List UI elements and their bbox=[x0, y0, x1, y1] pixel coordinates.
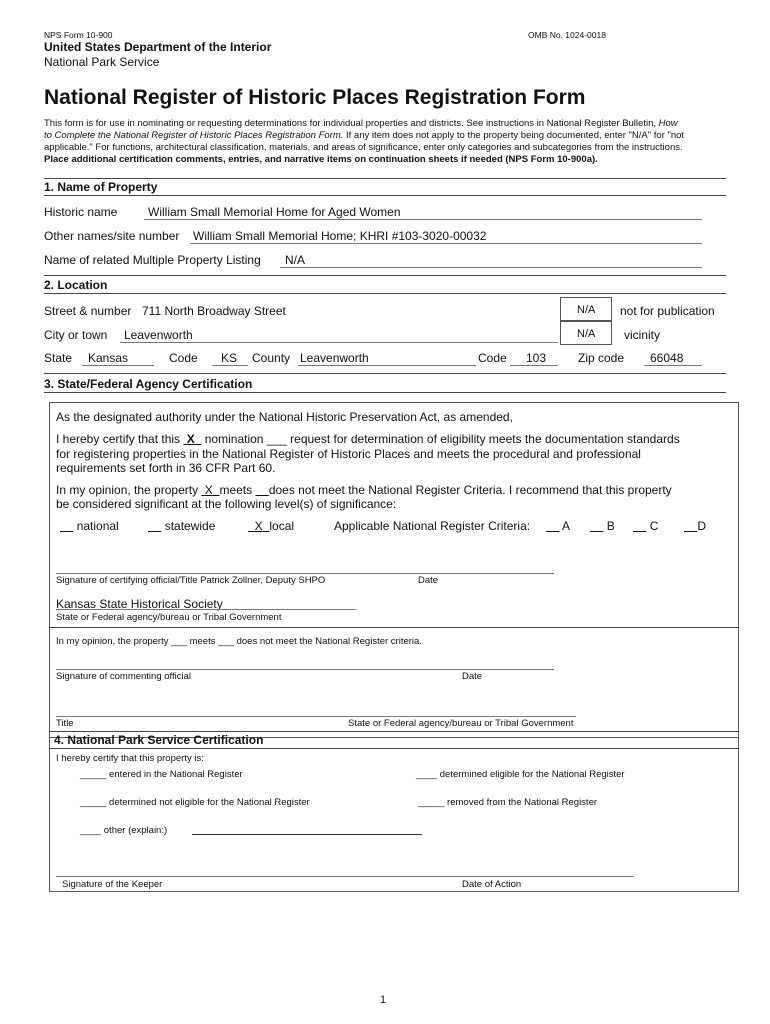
city-label: City or town bbox=[44, 328, 108, 342]
field-underline bbox=[510, 365, 558, 366]
criterion-a[interactable] bbox=[546, 519, 570, 533]
other-names-label: Other names/site number bbox=[44, 229, 180, 243]
divider bbox=[44, 178, 726, 179]
form-title: National Register of Historic Places Registration Form bbox=[44, 86, 586, 109]
divider bbox=[49, 627, 738, 628]
intro-text: This form is for use in nominating or requesting determinations for individual properties and districts. See instructions in National Register Bulletin, bbox=[44, 118, 659, 129]
agency-field[interactable]: Kansas State Historical Society bbox=[56, 597, 223, 611]
level-local[interactable] bbox=[248, 519, 294, 533]
certifying-signature-label: Signature of certifying official/Title Patrick Zollner, Deputy SHPO bbox=[56, 575, 326, 586]
criterion-d-label: D bbox=[697, 519, 707, 533]
meets-check[interactable] bbox=[201, 483, 219, 497]
criteria-label: Applicable National Register Criteria: bbox=[334, 519, 531, 533]
zip-label: Zip code bbox=[578, 351, 625, 365]
criterion-c[interactable] bbox=[633, 519, 658, 533]
criterion-a-label: A bbox=[562, 519, 571, 533]
cert-text: does not meet the National Register Criteria. I recommend that this property bbox=[268, 483, 672, 497]
intro-line-3: applicable." For functions, architectural classification, materials, and areas of significance, enter only categories and subcategories from the instructions. bbox=[44, 142, 683, 153]
title-label: Title bbox=[56, 718, 74, 729]
state-field[interactable]: Kansas bbox=[88, 351, 129, 365]
county-code-field[interactable]: 103 bbox=[526, 351, 547, 365]
multiple-property-label: Name of related Multiple Property Listing bbox=[44, 253, 261, 267]
other-names-field[interactable]: William Small Memorial Home; KHRI #103-3020-00032 bbox=[193, 229, 487, 243]
multiple-property-field[interactable]: N/A bbox=[285, 253, 306, 267]
street-field[interactable]: 711 North Broadway Street bbox=[142, 304, 286, 318]
signature-line bbox=[56, 876, 634, 877]
na-text: N/A bbox=[577, 328, 596, 340]
statewide-label: statewide bbox=[164, 519, 216, 533]
section-3-heading: 3. State/Federal Agency Certification bbox=[44, 377, 253, 391]
field-underline bbox=[190, 243, 702, 244]
state-label: State bbox=[44, 351, 73, 365]
form-number: NPS Form 10-900 bbox=[44, 30, 113, 40]
agency-label: State or Federal agency/bureau or Tribal Government bbox=[56, 612, 282, 623]
commenting-opinion: In my opinion, the property ___ meets ___ does not meet the National Register criteria. bbox=[56, 636, 422, 647]
criterion-c-label: C bbox=[649, 519, 659, 533]
cert-paragraph-6: be considered significant at the following level(s) of significance: bbox=[56, 497, 397, 511]
determined-not-eligible-option[interactable]: _____ determined not eligible for the National Register bbox=[80, 797, 310, 808]
county-label: County bbox=[252, 351, 291, 365]
section-4-heading: 4. National Park Service Certification bbox=[54, 733, 264, 747]
entered-option[interactable]: _____ entered in the National Register bbox=[80, 769, 243, 780]
nomination-check[interactable] bbox=[183, 432, 201, 446]
intro-text: If any item does not apply to the property being documented, enter "N/A" for "not bbox=[343, 130, 685, 141]
other-explain-line[interactable] bbox=[192, 834, 422, 835]
zip-field[interactable]: 66048 bbox=[650, 351, 684, 365]
certifying-date-label: Date bbox=[418, 575, 439, 586]
commenting-date-label: Date bbox=[462, 671, 483, 682]
signature-line bbox=[56, 716, 576, 717]
cert-text: I hereby certify that this bbox=[56, 432, 184, 446]
nomination-mark: X bbox=[186, 432, 195, 446]
section-2-heading: 2. Location bbox=[44, 278, 108, 292]
local-mark: X bbox=[254, 519, 263, 533]
date-of-action-label: Date of Action bbox=[462, 879, 522, 890]
divider bbox=[44, 373, 726, 374]
criterion-d[interactable] bbox=[684, 519, 706, 533]
state-code-label: Code bbox=[169, 351, 198, 365]
county-code-label: Code bbox=[478, 351, 507, 365]
signature-line bbox=[56, 573, 554, 574]
cert-text: In my opinion, the property bbox=[56, 483, 202, 497]
department-name: United States Department of the Interior bbox=[44, 40, 272, 54]
field-underline bbox=[280, 267, 702, 268]
county-field[interactable]: Leavenworth bbox=[300, 351, 369, 365]
omb-number: OMB No. 1024-0018 bbox=[528, 30, 606, 40]
na-text: N/A bbox=[577, 304, 596, 316]
cert-paragraph-4: requirements set forth in 36 CFR Part 60. bbox=[56, 461, 276, 475]
bulletin-title: to Complete the National Register of Historic Places Registration Form. bbox=[44, 130, 344, 141]
divider bbox=[44, 293, 726, 294]
historic-name-field[interactable]: William Small Memorial Home for Aged Women bbox=[148, 205, 401, 219]
vicinity-label: vicinity bbox=[624, 328, 661, 342]
criterion-b-label: B bbox=[606, 519, 615, 533]
keeper-signature-label: Signature of the Keeper bbox=[62, 879, 163, 890]
national-label: national bbox=[76, 519, 119, 533]
cert-paragraph-5 bbox=[56, 483, 672, 497]
cert-paragraph-1: As the designated authority under the National Historic Preservation Act, as amended, bbox=[56, 410, 513, 424]
cert-text: meets bbox=[219, 483, 256, 497]
historic-name-label: Historic name bbox=[44, 205, 118, 219]
vicinity-box[interactable] bbox=[560, 321, 612, 345]
criterion-b[interactable] bbox=[590, 519, 615, 533]
field-underline bbox=[212, 365, 248, 366]
agency-name: National Park Service bbox=[44, 55, 160, 69]
meets-mark: X bbox=[204, 483, 213, 497]
field-underline bbox=[298, 365, 476, 366]
cert-text: nomination ___ request for determination of eligibility meets the documentation standards bbox=[201, 432, 680, 446]
divider bbox=[44, 275, 726, 276]
not-for-publication-box[interactable] bbox=[560, 297, 612, 321]
intro-line-1 bbox=[44, 118, 678, 129]
street-label: Street & number bbox=[44, 304, 132, 318]
cert-paragraph-2 bbox=[56, 432, 680, 446]
other-option[interactable]: ____ other (explain:) bbox=[80, 825, 168, 836]
cert-paragraph-3: for registering properties in the National Register of Historic Places and meets the procedural and professional bbox=[56, 447, 641, 461]
keeper-certify-text: I hereby certify that this property is: bbox=[56, 753, 204, 764]
intro-line-4: Place additional certification comments, entries, and narrative items on continuation sheets if needed (NPS Form 10-900a). bbox=[44, 154, 598, 165]
state-code-field[interactable]: KS bbox=[221, 351, 238, 365]
city-field[interactable]: Leavenworth bbox=[124, 328, 193, 342]
level-national[interactable] bbox=[60, 519, 119, 533]
intro-line-2 bbox=[44, 130, 684, 141]
divider bbox=[44, 392, 726, 393]
field-underline bbox=[82, 365, 154, 366]
section-1-heading: 1. Name of Property bbox=[44, 180, 158, 194]
field-underline bbox=[144, 219, 702, 220]
page-number: 1 bbox=[380, 994, 387, 1006]
removed-option[interactable]: _____ removed from the National Register bbox=[418, 797, 598, 808]
bulletin-link-text: How bbox=[658, 118, 678, 129]
field-underline bbox=[644, 365, 702, 366]
divider bbox=[44, 195, 726, 196]
level-statewide[interactable] bbox=[148, 519, 215, 533]
field-underline bbox=[120, 342, 558, 343]
signature-line bbox=[56, 669, 554, 670]
commenting-signature-label: Signature of commenting official bbox=[56, 671, 192, 682]
local-label: local bbox=[269, 519, 295, 533]
field-underline bbox=[56, 609, 356, 610]
agency-label-2: State or Federal agency/bureau or Tribal Government bbox=[348, 718, 574, 729]
not-for-publication-label: not for publication bbox=[620, 304, 715, 318]
does-not-meet-check[interactable] bbox=[255, 483, 268, 497]
determined-eligible-option[interactable]: ____ determined eligible for the National Register bbox=[416, 769, 625, 780]
